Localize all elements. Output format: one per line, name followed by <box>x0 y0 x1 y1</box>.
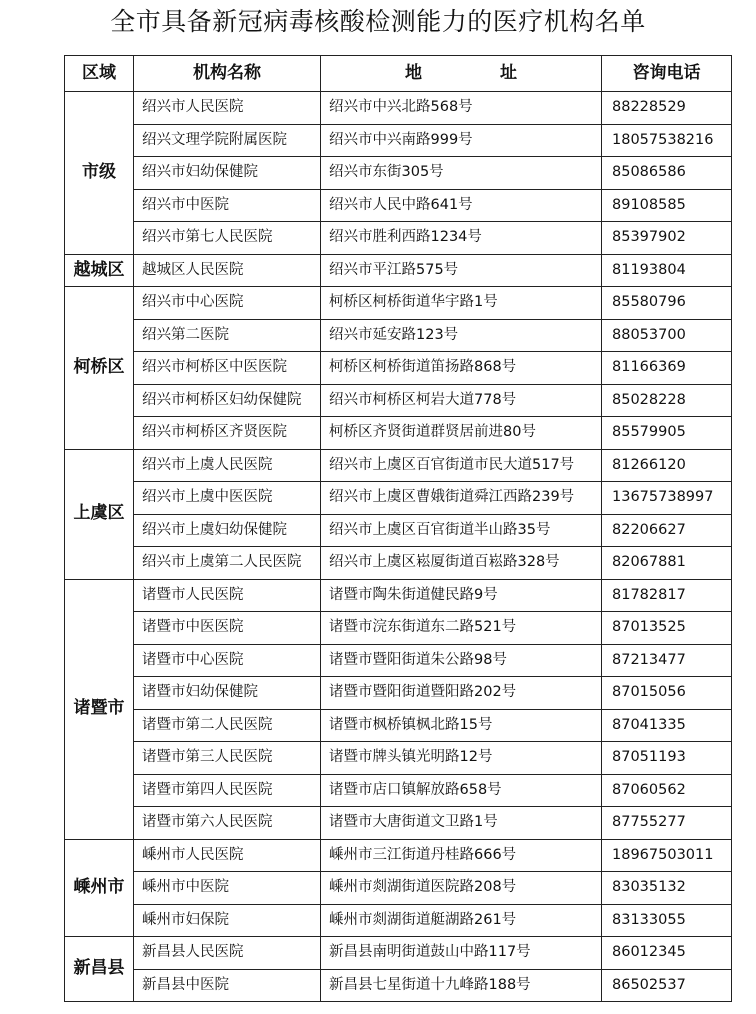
phone-cell: 83133055 <box>602 904 732 937</box>
institution-name-cell: 新昌县人民医院 <box>134 937 321 970</box>
header-row <box>65 56 732 92</box>
table-row <box>65 904 732 937</box>
address-cell: 柯桥区柯桥街道华宇路1号 <box>321 287 602 320</box>
institution-name-cell: 诸暨市中心医院 <box>134 644 321 677</box>
institution-name-cell: 绍兴市上虞人民医院 <box>134 449 321 482</box>
table-row <box>65 612 732 645</box>
hospital-table <box>64 55 732 1002</box>
table-row <box>65 774 732 807</box>
phone-cell: 81266120 <box>602 449 732 482</box>
address-cell: 绍兴市东街305号 <box>321 157 602 190</box>
institution-name-cell: 诸暨市妇幼保健院 <box>134 677 321 710</box>
phone-cell: 88053700 <box>602 319 732 352</box>
phone-cell: 86012345 <box>602 937 732 970</box>
table-row <box>65 547 732 580</box>
institution-name-cell: 绍兴第二医院 <box>134 319 321 352</box>
institution-name-cell: 绍兴市妇幼保健院 <box>134 157 321 190</box>
institution-name-cell: 绍兴市上虞中医医院 <box>134 482 321 515</box>
phone-cell: 81166369 <box>602 352 732 385</box>
table-row <box>65 709 732 742</box>
phone-cell: 88228529 <box>602 92 732 125</box>
table-row <box>65 872 732 905</box>
table-row <box>65 319 732 352</box>
phone-cell: 81782817 <box>602 579 732 612</box>
phone-cell: 85028228 <box>602 384 732 417</box>
address-cell: 绍兴市中兴南路999号 <box>321 124 602 157</box>
phone-cell: 89108585 <box>602 189 732 222</box>
institution-name-cell: 嵊州市人民医院 <box>134 839 321 872</box>
table-row <box>65 92 732 125</box>
table-row <box>65 969 732 1002</box>
phone-cell: 87013525 <box>602 612 732 645</box>
address-cell: 绍兴市柯桥区柯岩大道778号 <box>321 384 602 417</box>
phone-cell: 85086586 <box>602 157 732 190</box>
address-cell: 新昌县七星街道十九峰路188号 <box>321 969 602 1002</box>
table-row <box>65 384 732 417</box>
institution-name-cell: 诸暨市第二人民医院 <box>134 709 321 742</box>
table-row <box>65 287 732 320</box>
phone-cell: 18967503011 <box>602 839 732 872</box>
address-cell: 诸暨市枫桥镇枫北路15号 <box>321 709 602 742</box>
institution-name-cell: 诸暨市第六人民医院 <box>134 807 321 840</box>
header-region: 区域 <box>65 56 134 92</box>
phone-cell: 83035132 <box>602 872 732 905</box>
region-cell: 新昌县 <box>65 937 134 1002</box>
phone-cell: 85397902 <box>602 222 732 255</box>
address-cell: 绍兴市上虞区百官街道市民大道517号 <box>321 449 602 482</box>
header-address: 地 址 <box>321 56 602 92</box>
phone-cell: 87051193 <box>602 742 732 775</box>
institution-name-cell: 绍兴市第七人民医院 <box>134 222 321 255</box>
phone-cell: 87755277 <box>602 807 732 840</box>
phone-cell: 13675738997 <box>602 482 732 515</box>
address-cell: 诸暨市牌头镇光明路12号 <box>321 742 602 775</box>
region-cell: 诸暨市 <box>65 579 134 839</box>
institution-name-cell: 诸暨市人民医院 <box>134 579 321 612</box>
institution-name-cell: 诸暨市第四人民医院 <box>134 774 321 807</box>
table-row <box>65 579 732 612</box>
phone-cell: 81193804 <box>602 254 732 287</box>
table-row <box>65 937 732 970</box>
table-row <box>65 482 732 515</box>
table-row <box>65 742 732 775</box>
address-cell: 新昌县南明街道鼓山中路117号 <box>321 937 602 970</box>
address-cell: 嵊州市剡湖街道艇湖路261号 <box>321 904 602 937</box>
address-cell: 柯桥区齐贤街道群贤居前进80号 <box>321 417 602 450</box>
address-cell: 嵊州市三江街道丹桂路666号 <box>321 839 602 872</box>
table-row <box>65 222 732 255</box>
address-cell: 诸暨市陶朱街道健民路9号 <box>321 579 602 612</box>
institution-name-cell: 绍兴市人民医院 <box>134 92 321 125</box>
region-cell: 市级 <box>65 92 134 255</box>
region-cell: 越城区 <box>65 254 134 287</box>
phone-cell: 82067881 <box>602 547 732 580</box>
table-row <box>65 644 732 677</box>
institution-name-cell: 绍兴市柯桥区齐贤医院 <box>134 417 321 450</box>
phone-cell: 18057538216 <box>602 124 732 157</box>
address-cell: 绍兴市上虞区曹娥街道舜江西路239号 <box>321 482 602 515</box>
institution-name-cell: 嵊州市妇保院 <box>134 904 321 937</box>
address-cell: 绍兴市上虞区崧厦街道百崧路328号 <box>321 547 602 580</box>
table-row <box>65 189 732 222</box>
phone-cell: 87041335 <box>602 709 732 742</box>
table-row <box>65 124 732 157</box>
institution-name-cell: 诸暨市中医医院 <box>134 612 321 645</box>
institution-name-cell: 越城区人民医院 <box>134 254 321 287</box>
table-row <box>65 839 732 872</box>
institution-name-cell: 新昌县中医院 <box>134 969 321 1002</box>
institution-name-cell: 绍兴市柯桥区妇幼保健院 <box>134 384 321 417</box>
phone-cell: 82206627 <box>602 514 732 547</box>
phone-cell: 85579905 <box>602 417 732 450</box>
address-cell: 绍兴市中兴北路568号 <box>321 92 602 125</box>
institution-name-cell: 绍兴市上虞妇幼保健院 <box>134 514 321 547</box>
address-cell: 嵊州市剡湖街道医院路208号 <box>321 872 602 905</box>
table-row <box>65 514 732 547</box>
region-cell: 柯桥区 <box>65 287 134 450</box>
institution-name-cell: 绍兴市中心医院 <box>134 287 321 320</box>
institution-name-cell: 嵊州市中医院 <box>134 872 321 905</box>
address-cell: 诸暨市浣东街道东二路521号 <box>321 612 602 645</box>
phone-cell: 87015056 <box>602 677 732 710</box>
table-body <box>65 92 732 1002</box>
document-title: 全市具备新冠病毒核酸检测能力的医疗机构名单 <box>110 7 646 36</box>
address-cell: 诸暨市大唐街道文卫路1号 <box>321 807 602 840</box>
institution-name-cell: 绍兴文理学院附属医院 <box>134 124 321 157</box>
address-cell: 诸暨市暨阳街道朱公路98号 <box>321 644 602 677</box>
address-cell: 诸暨市店口镇解放路658号 <box>321 774 602 807</box>
address-cell: 绍兴市上虞区百官街道半山路35号 <box>321 514 602 547</box>
phone-cell: 85580796 <box>602 287 732 320</box>
table-row <box>65 157 732 190</box>
header-name: 机构名称 <box>134 56 321 92</box>
table-row <box>65 449 732 482</box>
institution-name-cell: 绍兴市中医院 <box>134 189 321 222</box>
phone-cell: 87060562 <box>602 774 732 807</box>
region-cell: 上虞区 <box>65 449 134 579</box>
table-row <box>65 417 732 450</box>
institution-name-cell: 诸暨市第三人民医院 <box>134 742 321 775</box>
institution-name-cell: 绍兴市上虞第二人民医院 <box>134 547 321 580</box>
address-cell: 绍兴市平江路575号 <box>321 254 602 287</box>
table-row <box>65 677 732 710</box>
table-row <box>65 254 732 287</box>
phone-cell: 87213477 <box>602 644 732 677</box>
address-cell: 诸暨市暨阳街道暨阳路202号 <box>321 677 602 710</box>
address-cell: 绍兴市胜利西路1234号 <box>321 222 602 255</box>
table-row <box>65 807 732 840</box>
address-cell: 柯桥区柯桥街道笛扬路868号 <box>321 352 602 385</box>
region-cell: 嵊州市 <box>65 839 134 937</box>
header-phone: 咨询电话 <box>602 56 732 92</box>
table-row <box>65 352 732 385</box>
address-cell: 绍兴市延安路123号 <box>321 319 602 352</box>
address-cell: 绍兴市人民中路641号 <box>321 189 602 222</box>
institution-name-cell: 绍兴市柯桥区中医医院 <box>134 352 321 385</box>
phone-cell: 86502537 <box>602 969 732 1002</box>
